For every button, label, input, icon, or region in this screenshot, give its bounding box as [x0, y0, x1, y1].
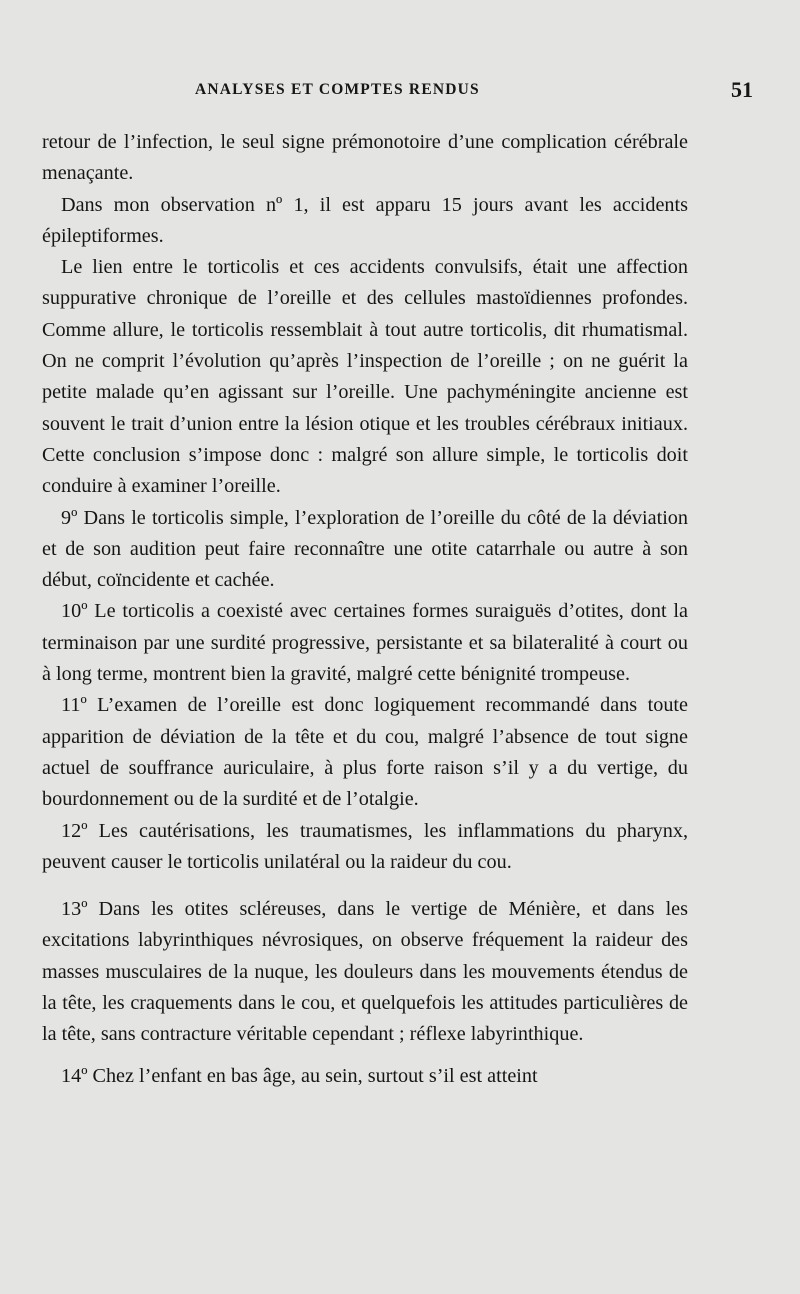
page-header [40, 77, 753, 107]
paragraph-point-10: 10º Le torticolis a coexisté avec certaines formes suraiguës d’otites, dont la terminaison par une surdité progressive, persistante et sa bilateralité à court ou à long terme, montrent bien la gravité, malgré cette bénignité trompeuse. [42, 600, 688, 686]
paragraph-point-14: 14º Chez l’enfant en bas âge, au sein, surtout s’il est atteint [61, 1064, 538, 1087]
paragraph-point-13: 13º Dans les otites scléreuses, dans le vertige de Ménière, et dans les excitations labyrinthiques névrosiques, on observe fréquement la raideur des masses musculaires de la nuque, les douleurs dans les mouvements étendus de la tête, les craquements dans le cou, et quelquefois les attitudes particulières de la tête, sans contracture véritable cependant ; réflexe labyrinthique. [42, 898, 688, 1046]
page-number: 51 [731, 77, 753, 102]
paragraph-torticolis-link: Le lien entre le torticolis et ces accidents convulsifs, était une affection suppurative chronique de l’oreille et des cellules mastoïdiennes profondes. Comme allure, le torticolis ressemblait à tout autre torticolis, dit rhumatismal. On ne comprit l’évolution qu’après l’inspection de l’oreille ; on ne guérit la petite malade qu’en agissant sur l’oreille. Une pachyméningite ancienne est souvent le trait d’union entre la lésion otique et les troubles cérébraux initiaux. Cette conclusion s’impose donc : malgré son allure simple, le torticolis doit conduire à examiner l’oreille. [42, 256, 688, 498]
paragraph-point-11: 11º L’examen de l’oreille est donc logiquement recommandé dans toute apparition de déviation de la tête et du cou, malgré l’absence de tout signe actuel de souffrance auriculaire, à plus forte raison s’il y a du vertige, du bourdonnement ou de la surdité et de l’otalgie. [42, 694, 688, 811]
paragraph-point-9: 9º Dans le torticolis simple, l’exploration de l’oreille du côté de la déviation et de son audition peut faire reconnaître une otite catarrhale ou autre à son début, coïncidente et cachée. [42, 506, 688, 592]
paragraph-observation: Dans mon observation nº 1, il est apparu 15 jours avant les accidents épileptiformes. [42, 193, 688, 247]
body-text [42, 127, 688, 1092]
paragraph-continuation: retour de l’infection, le seul signe prémonotoire d’une complication cérébrale menaçante. [42, 131, 688, 185]
running-head: ANALYSES ET COMPTES RENDUS [195, 81, 480, 98]
paragraph-point-12: 12º Les cautérisations, les traumatismes, les inflammations du pharynx, peuvent causer le torticolis unilatéral ou la raideur du cou. [42, 819, 688, 873]
